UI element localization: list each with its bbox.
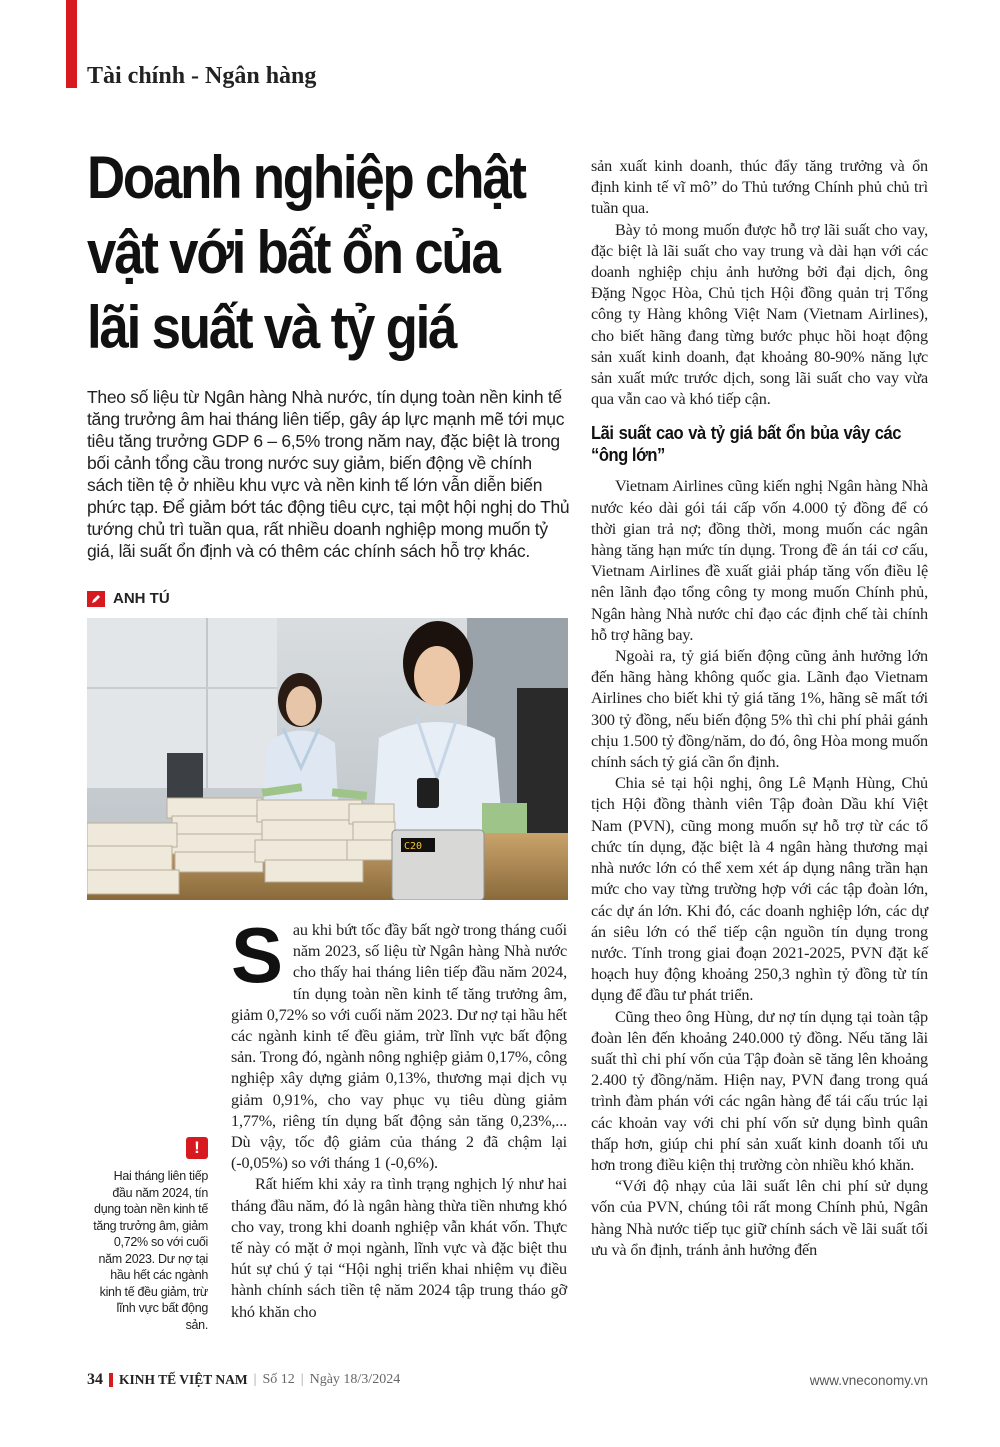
- website-url: www.vneconomy.vn: [809, 1372, 928, 1388]
- paragraph: “Với độ nhạy của lãi suất lên chi phí sử dụng vốn của PVN, chúng tôi rất mong Chính phủ, Ngân hàng Nhà nước tiếp tục giữ chính sách về lãi suất tối ưu và ổn định, tránh ảnh hưởng đến: [591, 1177, 928, 1259]
- article-headline: Doanh nghiệp chật vật với bất ổn của lãi suất và tỷ giá: [87, 144, 525, 361]
- article-lead: Theo số liệu từ Ngân hàng Nhà nước, tín dụng toàn nền kinh tế tăng trưởng âm hai tháng liên tiếp, gây áp lực mạnh mẽ tới mục tiêu tăng trưởng GDP 6 – 6,5% trong năm nay, đặc biệt là trong bối cảnh tổng cầu trong nước suy giảm, biến động về chính sách tiền tệ ở nhiều khu vực và nền kinh tế lớn vẫn diễn biến phức tạp. Để giảm bớt tác động tiêu cực, tại một hội nghị do Thủ tướng chủ trì tuần qua, rất nhiều doanh nghiệp mong muốn tỷ giá, lãi suất ổn định và có thêm các chính sách hỗ trợ khác.: [87, 387, 570, 561]
- issue-number: Số 12: [262, 1372, 295, 1387]
- section-accent-bar: [66, 0, 77, 88]
- page-footer: [87, 1371, 928, 1389]
- counter-display: C20: [404, 841, 423, 852]
- page-number: 34: [87, 1371, 103, 1388]
- section-label: Tài chính - Ngân hàng: [87, 63, 317, 89]
- magazine-name: KINH TẾ VIỆT NAM: [119, 1372, 248, 1387]
- paragraph: Cũng theo ông Hùng, dư nợ tín dụng tại toàn tập đoàn lên đến khoảng 240.000 tỷ đồng. Nếu tăng lãi suất thì chi phí vốn của Tập đoàn sẽ tăng lên khoảng 2.400 tỷ đồng/năm. Hiện nay, PVN đang trong quá trình đàm phán với các ngân hàng để tái cấu trúc lại các khoản vay với chi phí vốn sử dụng bình quân thấp hơn, giúp chi phí sản xuất kinh doanh tối ưu hơn trong điều kiện thị trường còn nhiều khó khăn.: [591, 1007, 928, 1174]
- subheading: Lãi suất cao và tỷ giá bất ổn bủa vây các “ông lớn”: [591, 423, 902, 466]
- paragraph: Chia sẻ tại hội nghị, ông Lê Mạnh Hùng, Chủ tịch Hội đồng thành viên Tập đoàn Dầu khí Việt Nam (PVN), cũng mong muốn sự hỗ trợ từ các tổ chức tín dụng, đặc biệt là 4 ngân hàng thương mại nhà nước lớn có thể xem xét áp dụng nâng trần hạn mức cho vay từng trường hợp với các tập đoàn lớn, các dự án lớn. Khi đó, các doanh nghiệp lớn, các dự án siêu lớn có thể tiếp cận nguồn tín dụng trong nước. Tính trong giai đoạn 2021-2025, PVN đặt kế hoạch huy động khoảng 250,3 nghìn tỷ đồng từ tín dụng để đầu tư phát triển.: [591, 774, 928, 1005]
- right-column: [591, 156, 928, 1261]
- pen-icon: [87, 591, 105, 607]
- side-note: Hai tháng liên tiếp đầu năm 2024, tín dụng toàn nền kinh tế tăng trưởng âm, giảm 0,72% so với cuối năm 2023. Dư nợ tại hầu hết các ngành kinh tế đều giảm, trừ lĩnh vực bất động sản.: [93, 1169, 208, 1332]
- byline: [87, 590, 170, 607]
- footer-accent-bar: [109, 1373, 113, 1387]
- footer-separator: |: [253, 1372, 257, 1387]
- left-column: [231, 911, 567, 1323]
- dropcap: S: [231, 911, 283, 999]
- author-name: ANH TÚ: [113, 590, 170, 607]
- paragraph: Ngoài ra, tỷ giá biến động cũng ảnh hưởng lớn đến hãng hàng không quốc gia. Lãnh đạo Vietnam Airlines cho biết khi tỷ giá tăng 1%, hãng sẽ mất tới 300 tỷ đồng, nếu biến động 5% thì chi phí phải gánh chịu 1.500 tỷ đồng/năm, do đó, ông Hòa mong muốn chính sách tỷ giá cần ổn định.: [591, 647, 928, 772]
- paragraph: Vietnam Airlines cũng kiến nghị Ngân hàng Nhà nước kéo dài gói tái cấp vốn 4.000 tỷ đồng để có thời gian trả nợ; đồng thời, mong muốn các ngân hàng tăng hạn mức tín dụng. Trong đề án tái cơ cấu, Vietnam Airlines đề xuất giải pháp tăng vốn điều lệ nên lãnh đạo tổng công ty mong muốn Chính phủ, Ngân hàng Nhà nước chỉ đạo các định chế tài chính hỗ trợ hãng bay.: [591, 477, 928, 644]
- paragraph: Rất hiếm khi xảy ra tình trạng nghịch lý như hai tháng đầu năm, đó là ngân hàng thừa tiền nhưng khó cho vay, trong khi doanh nghiệp vẫn khát vốn. Thực tế này có mặt ở mọi ngành, lĩnh vực và đặc biệt thu hút sự chú ý tại “Hội nghị triển khai nhiệm vụ điều hành chính sách tiền tệ năm 2024 tập trung tháo gỡ khó khăn cho: [231, 1175, 567, 1321]
- alert-icon: !: [186, 1137, 208, 1159]
- paragraph: Bày tỏ mong muốn được hỗ trợ lãi suất cho vay, đặc biệt là lãi suất cho vay trung và dài hạn với các doanh nghiệp chịu ảnh hưởng bởi đại dịch, ông Đặng Ngọc Hòa, Chủ tịch Hội đồng quản trị Tổng công ty Hàng không Việt Nam (Vietnam Airlines), cho biết hãng đang từng bước phục hồi hoạt động sản xuất kinh doanh, đạt khoảng 80-90% năng lực sản xuất mức trước dịch, song lãi suất cho vay vừa qua vẫn cao và khó tiếp cận.: [591, 220, 928, 409]
- footer-separator: |: [300, 1372, 304, 1387]
- issue-date: Ngày 18/3/2024: [309, 1372, 401, 1387]
- paragraph: sản xuất kinh doanh, thúc đẩy tăng trưởng và ổn định kinh tế vĩ mô” do Thủ tướng Chính phủ chủ trì tuần qua.: [591, 157, 928, 218]
- paragraph: au khi bứt tốc đầy bất ngờ trong tháng cuối năm 2023, số liệu từ Ngân hàng Nhà nước cho thấy hai tháng liên tiếp đầu năm 2024, tín dụng toàn nền kinh tế tăng trưởng âm, giảm 0,72% so với cuối năm 2023. Dư nợ tại hầu hết các ngành kinh tế đều giảm, trừ lĩnh vực bất động sản. Trong đó, ngành nông nghiệp giảm 0,17%, công nghiệp xây dựng giảm 0,13%, thương mại dịch vụ giảm 0,91%, cho vay phục vụ tiêu dùng giảm 1,77%, riêng tín dụng bất động sản tăng 0,23%,... Dù vậy, tốc độ giảm của tháng 2 đã chậm lại (-0,05%) so với tháng 1 (-0,6%).: [231, 921, 567, 1173]
- article-photo: [87, 618, 568, 900]
